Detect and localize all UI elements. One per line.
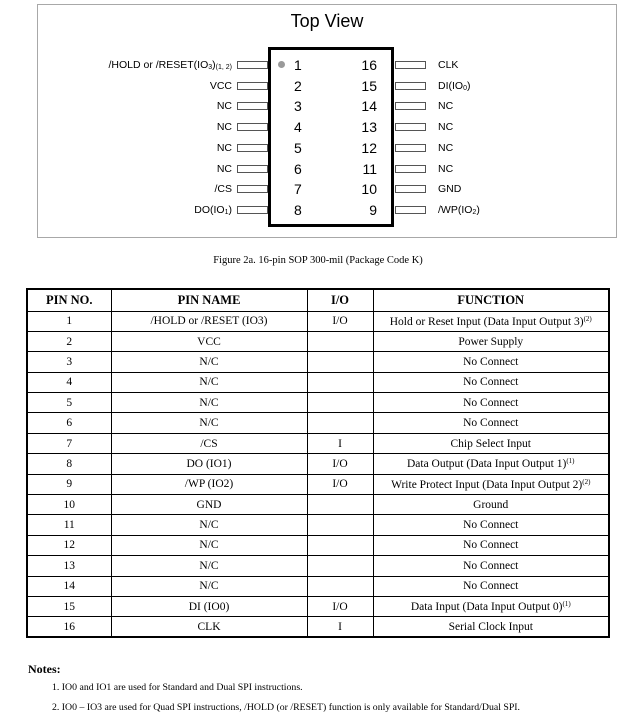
pin-label-text: CLK [438, 59, 459, 71]
pin-name-cell-text: GND [196, 498, 222, 511]
pin-lead [237, 165, 268, 173]
pin-no-cell-text: 8 [66, 457, 73, 470]
pin-name-cell [111, 556, 307, 576]
pin-label-text: /WP(IO [438, 203, 473, 216]
pin-name-cell [111, 596, 307, 616]
table-row [27, 393, 609, 413]
pin-lead [395, 206, 426, 214]
pin-name-cell [111, 454, 307, 474]
function-cell [373, 515, 609, 535]
table-row [27, 311, 609, 331]
table-row [27, 331, 609, 351]
function-cell-text: No Connect [463, 519, 519, 532]
function-cell-text: No Connect [463, 417, 519, 430]
footnote-ref: (2) [583, 314, 592, 323]
pin-lead [395, 102, 426, 110]
pin-label [438, 79, 471, 96]
pin-label-subscript: 0 [463, 84, 467, 92]
pin-name-cell [111, 535, 307, 555]
table-row [27, 474, 609, 494]
table-row [27, 617, 609, 637]
pin-label [217, 141, 232, 155]
footnote-ref: (2) [582, 477, 591, 486]
pin-lead [237, 206, 268, 214]
pin-no-cell-text: 10 [63, 498, 75, 511]
pin-lead [395, 185, 426, 193]
pin-label [438, 99, 453, 113]
pin-label-text: NC [216, 141, 232, 154]
pin-number: 14 [361, 98, 377, 115]
pin-label-suffix: ) [228, 203, 232, 216]
pin-number: 13 [361, 119, 377, 136]
io-cell-text: I/O [332, 457, 348, 470]
table-row [27, 352, 609, 372]
pin-label-suffix: ) [467, 79, 471, 92]
pin-number: 12 [361, 139, 377, 156]
pin-lead [395, 123, 426, 131]
pin-label-text: DO(IO [194, 203, 225, 216]
pin-name-cell-text: N/C [199, 396, 219, 409]
diagram-title: Top View [290, 11, 364, 31]
pin-no-cell-text: 12 [63, 539, 75, 552]
function-cell [373, 617, 609, 637]
pin-number: 8 [294, 201, 302, 218]
pin-label-text: NC [216, 162, 232, 175]
pin-name-cell [111, 474, 307, 494]
pin-name-cell-text: N/C [199, 417, 219, 430]
pin-no-cell [27, 474, 111, 494]
pin-no-cell-text: 7 [66, 437, 73, 450]
pin-no-cell-text: 13 [63, 559, 75, 572]
pin-label-subscript: 2 [472, 208, 477, 216]
io-cell [307, 454, 373, 474]
pin-number: 9 [369, 201, 377, 218]
io-cell [307, 311, 373, 331]
pin-no-cell-text: 3 [66, 355, 73, 368]
pin-label-suffix: ) [212, 59, 216, 71]
function-cell-text: Chip Select Input [450, 437, 531, 450]
pin-label [438, 182, 461, 196]
pin-no-cell [27, 535, 111, 555]
pin-name-cell-text: N/C [199, 580, 219, 593]
table-row [27, 454, 609, 474]
pin-label [108, 58, 232, 75]
table-header-row [27, 289, 609, 311]
function-cell-text: No Connect [463, 539, 519, 552]
function-cell-text: Data Output (Data Input Output 1) [406, 458, 567, 471]
table-row [27, 576, 609, 596]
function-cell [373, 372, 609, 392]
io-cell [307, 596, 373, 616]
io-cell [307, 474, 373, 494]
pin-note-ref: (1, 2) [215, 64, 232, 71]
function-cell [373, 495, 609, 515]
pin-name-cell-text: /CS [200, 437, 218, 450]
function-cell-text: Serial Clock Input [448, 620, 533, 633]
io-cell [307, 535, 373, 555]
function-cell [373, 576, 609, 596]
io-cell [307, 372, 373, 392]
pin-label-text: NC [438, 121, 454, 134]
pin1-indicator-icon [278, 61, 285, 68]
pin-lead [237, 102, 268, 110]
pin-name-cell-text: N/C [199, 355, 219, 368]
pin-lead [237, 144, 268, 152]
pin-label [210, 79, 232, 93]
header-pin-name: PIN NAME [111, 289, 307, 311]
pin-number: 1 [294, 57, 302, 73]
pin-label-text: NC [438, 100, 454, 113]
pin-no-cell [27, 352, 111, 372]
pin-name-cell [111, 433, 307, 453]
io-cell [307, 393, 373, 413]
function-cell-text: Hold or Reset Input (Data Input Output 3) [389, 315, 584, 328]
pin-label-text: NC [216, 100, 232, 113]
pin-name-cell-text: N/C [199, 519, 219, 532]
io-cell [307, 495, 373, 515]
pin-name-cell [111, 311, 307, 331]
io-cell-text: I [338, 437, 342, 450]
footnote-ref: (1) [562, 600, 571, 609]
pin-name-cell-text: N/C [199, 539, 219, 552]
pin-number: 5 [294, 139, 302, 156]
pin-lead [237, 61, 268, 69]
pin-label-text: NC [216, 121, 232, 134]
pin-number: 16 [361, 57, 377, 73]
function-cell-text: No Connect [463, 355, 519, 368]
function-cell [373, 596, 609, 616]
pin-name-cell [111, 372, 307, 392]
io-cell [307, 413, 373, 433]
pin-label-text: VCC [209, 79, 232, 92]
pin-no-cell [27, 433, 111, 453]
pin-name-cell [111, 331, 307, 351]
pin-lead [237, 185, 268, 193]
io-cell [307, 433, 373, 453]
pin-no-cell-text: 2 [66, 335, 73, 348]
pin-label [438, 120, 453, 134]
pin-number: 4 [294, 119, 302, 136]
pin-no-cell [27, 576, 111, 596]
function-cell-text: Power Supply [458, 335, 524, 348]
pin-label-text: NC [438, 162, 454, 175]
pin-name-cell [111, 617, 307, 637]
table-row [27, 413, 609, 433]
pin-name-cell-text: N/C [199, 559, 219, 572]
pin-lead [395, 61, 426, 69]
pin-no-cell-text: 15 [63, 600, 75, 613]
table-row [27, 372, 609, 392]
pin-number: 10 [361, 181, 377, 198]
chip-body [268, 47, 394, 227]
function-cell [373, 454, 609, 474]
pin-lead [395, 165, 426, 173]
pin-no-cell [27, 495, 111, 515]
function-cell [373, 331, 609, 351]
function-cell [373, 556, 609, 576]
pin-name-cell [111, 393, 307, 413]
pin-name-cell [111, 576, 307, 596]
pin-name-cell-text: /WP (IO2) [184, 478, 234, 491]
notes-title: Notes: [28, 662, 61, 676]
pin-label [217, 120, 232, 134]
table-row [27, 515, 609, 535]
pin-no-cell-text: 9 [66, 478, 73, 491]
pin-lead [237, 123, 268, 131]
pin-label [217, 162, 232, 176]
footnote-ref: (1) [566, 457, 575, 466]
function-cell-text: Write Protect Input (Data Input Output 2) [391, 478, 583, 491]
function-cell-text: No Connect [463, 396, 519, 409]
pin-number: 7 [294, 181, 302, 198]
pin-no-cell-text: 16 [63, 620, 75, 633]
pin-no-cell [27, 331, 111, 351]
pin-no-cell [27, 454, 111, 474]
pin-no-cell-text: 4 [66, 376, 73, 389]
function-cell-text: Ground [473, 498, 509, 511]
function-cell [373, 474, 609, 494]
pin-no-cell-text: 1 [66, 315, 73, 328]
pin-lead [395, 144, 426, 152]
pin-label-text: DI(IO [438, 79, 464, 92]
function-cell [373, 413, 609, 433]
pin-label-text: NC [438, 141, 454, 154]
io-cell-text: I/O [332, 315, 348, 328]
pin-label [438, 141, 453, 155]
pin-label-text: /HOLD or /RESET(IO [108, 59, 209, 71]
function-cell [373, 535, 609, 555]
note-item: 1. IO0 and IO1 are used for Standard and Dual SPI instructions. [52, 682, 303, 693]
io-cell-text: I/O [332, 478, 348, 491]
header-pin-no: PIN NO. [27, 289, 111, 311]
pin-no-cell [27, 393, 111, 413]
pin-name-cell [111, 352, 307, 372]
pin-no-cell-text: 14 [63, 580, 75, 593]
pin-label [194, 203, 232, 220]
pin-name-cell-text: CLK [197, 620, 221, 633]
pin-number: 3 [294, 98, 302, 115]
pin-number: 15 [361, 77, 377, 94]
function-cell [373, 311, 609, 331]
figure-caption: Figure 2a. 16-pin SOP 300-mil (Package Code K) [213, 255, 423, 266]
header-io: I/O [307, 289, 373, 311]
pin-lead [395, 82, 426, 90]
function-cell-text: No Connect [463, 580, 519, 593]
function-cell [373, 433, 609, 453]
pin-no-cell [27, 311, 111, 331]
pin-name-cell [111, 495, 307, 515]
pin-number: 11 [362, 160, 377, 177]
io-cell [307, 617, 373, 637]
note-item: 2. IO0 – IO3 are used for Quad SPI instructions, /HOLD (or /RESET) function is only available for Standard/Dual SPI. [52, 702, 520, 713]
pin-no-cell [27, 617, 111, 637]
pin-name-cell-text: /HOLD or /RESET (IO3) [150, 315, 268, 328]
io-cell [307, 556, 373, 576]
io-cell-text: I/O [332, 600, 348, 613]
pin-no-cell [27, 556, 111, 576]
pin-name-cell-text: VCC [197, 335, 221, 348]
function-cell-text: No Connect [463, 376, 519, 389]
function-cell [373, 352, 609, 372]
table-row [27, 495, 609, 515]
function-cell-text: No Connect [463, 559, 519, 572]
pin-label-text: /CS [214, 183, 232, 196]
pin-label-subscript: 3 [208, 64, 213, 71]
pin-no-cell-text: 11 [63, 519, 75, 532]
pin-label [438, 203, 480, 220]
pin-label [214, 182, 232, 196]
pin-name-cell [111, 515, 307, 535]
header-function: FUNCTION [373, 289, 609, 311]
pin-no-cell [27, 596, 111, 616]
pin-label-suffix: ) [476, 203, 480, 216]
pin-label [438, 58, 458, 72]
pin-name-cell [111, 413, 307, 433]
pin-no-cell-text: 5 [66, 396, 73, 409]
io-cell [307, 331, 373, 351]
table-row [27, 596, 609, 616]
pin-label [217, 99, 232, 113]
pin-name-cell-text: DI (IO0) [188, 600, 230, 613]
io-cell-text: I [338, 620, 342, 633]
pinout-diagram [37, 4, 617, 238]
table-row [27, 433, 609, 453]
pin-label [438, 162, 453, 176]
pin-number: 2 [294, 77, 302, 94]
table-row [27, 535, 609, 555]
pin-no-cell [27, 413, 111, 433]
pin-number: 6 [294, 160, 302, 177]
table-row [27, 556, 609, 576]
io-cell [307, 515, 373, 535]
pin-label-subscript: 1 [224, 208, 229, 216]
io-cell [307, 576, 373, 596]
pin-name-cell-text: DO (IO1) [186, 457, 232, 470]
function-cell-text: Data Input (Data Input Output 0) [410, 601, 563, 614]
pin-no-cell [27, 515, 111, 535]
pin-lead [237, 82, 268, 90]
pin-name-cell-text: N/C [199, 376, 219, 389]
pin-no-cell [27, 372, 111, 392]
pin-label-text: GND [438, 183, 462, 196]
pin-description-table [26, 288, 610, 638]
pin-no-cell-text: 6 [66, 417, 73, 430]
io-cell [307, 352, 373, 372]
function-cell [373, 393, 609, 413]
